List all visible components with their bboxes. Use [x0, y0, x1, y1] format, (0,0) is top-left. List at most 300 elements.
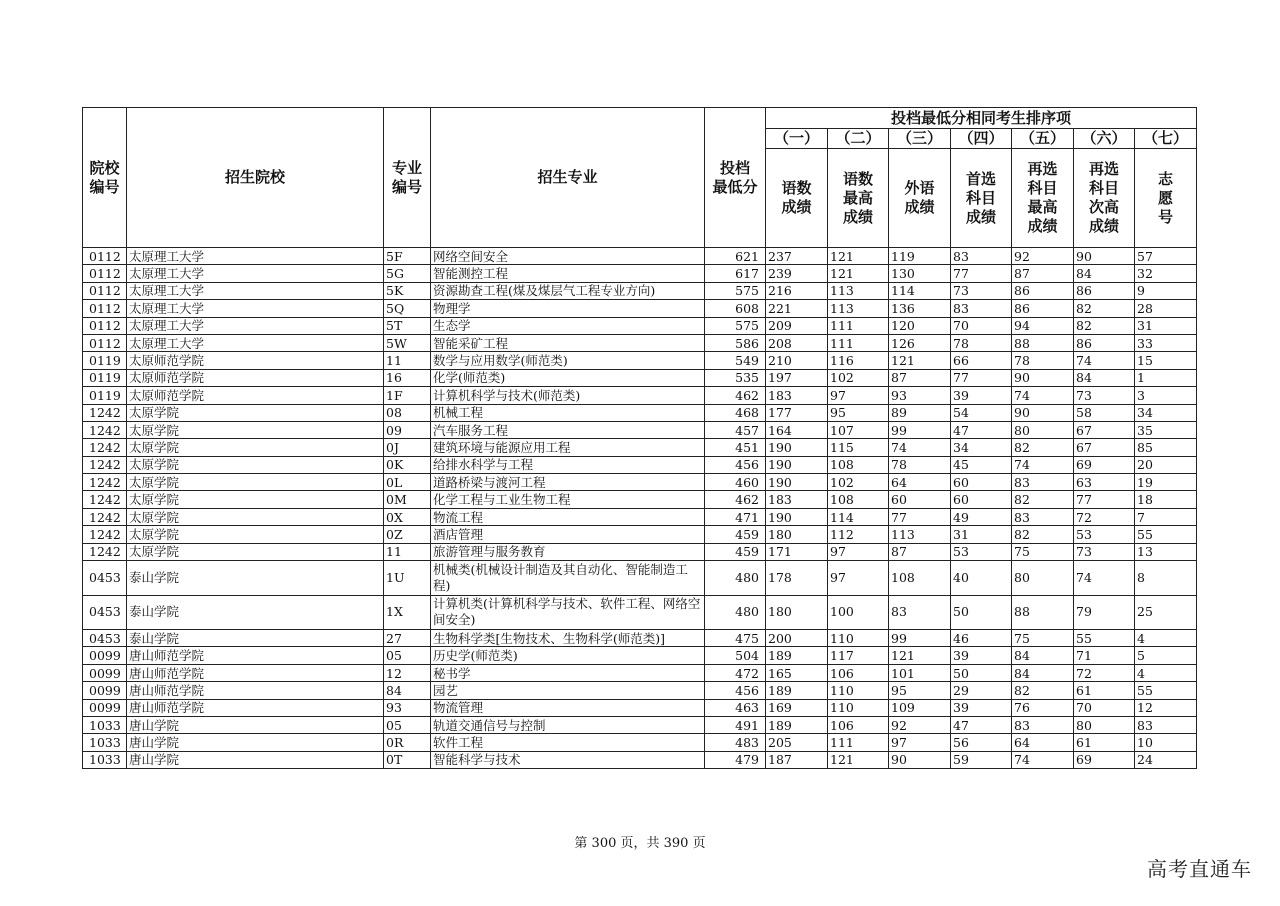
- cell-major-name: 计算机科学与技术(师范类): [431, 387, 705, 404]
- cell-min-score: 472: [705, 664, 766, 681]
- cell-reselected-subject-highest-score: 80: [1012, 561, 1074, 596]
- cell-first-choice-subject-score: 31: [951, 526, 1012, 543]
- cell-college-name: 唐山师范学院: [127, 647, 384, 664]
- cell-first-choice-subject-score: 47: [951, 716, 1012, 733]
- cell-reselected-subject-second-score: 58: [1074, 404, 1135, 421]
- cell-min-score: 586: [705, 334, 766, 351]
- table-row: [83, 751, 1197, 768]
- cell-first-choice-subject-score: 56: [951, 734, 1012, 751]
- cell-chinese-math-max-score: 102: [828, 369, 889, 386]
- cell-chinese-math-score: 200: [766, 630, 828, 647]
- cell-min-score: 479: [705, 751, 766, 768]
- cell-major-code: 5W: [384, 334, 431, 351]
- header-tie-break-group: 投档最低分相同考生排序项: [766, 108, 1197, 129]
- cell-chinese-math-max-score: 95: [828, 404, 889, 421]
- cell-major-name: 智能科学与技术: [431, 751, 705, 768]
- cell-application-order-number: 18: [1135, 491, 1197, 508]
- cell-college-name: 太原学院: [127, 421, 384, 438]
- table-row: [83, 526, 1197, 543]
- cell-foreign-language-score: 136: [889, 300, 951, 317]
- cell-chinese-math-max-score: 107: [828, 421, 889, 438]
- table-row: [83, 543, 1197, 560]
- cell-min-score: 451: [705, 439, 766, 456]
- cell-college-code: 1033: [83, 734, 127, 751]
- table-row: [83, 595, 1197, 630]
- cell-chinese-math-score: 169: [766, 699, 828, 716]
- cell-college-name: 太原理工大学: [127, 317, 384, 334]
- table-row: [83, 716, 1197, 733]
- table-row: [83, 421, 1197, 438]
- header-sub-label: 语数 成绩: [766, 149, 828, 248]
- cell-major-code: 16: [384, 369, 431, 386]
- cell-major-code: 0X: [384, 508, 431, 525]
- cell-chinese-math-max-score: 115: [828, 439, 889, 456]
- cell-chinese-math-score: 171: [766, 543, 828, 560]
- cell-major-name: 机械工程: [431, 404, 705, 421]
- cell-min-score: 460: [705, 474, 766, 491]
- cell-chinese-math-score: 180: [766, 595, 828, 630]
- page-number: 第 300 页，共 390 页: [574, 836, 706, 851]
- cell-reselected-subject-second-score: 72: [1074, 508, 1135, 525]
- cell-major-name: 生态学: [431, 317, 705, 334]
- cell-first-choice-subject-score: 39: [951, 387, 1012, 404]
- cell-foreign-language-score: 92: [889, 716, 951, 733]
- cell-chinese-math-max-score: 117: [828, 647, 889, 664]
- cell-chinese-math-score: 208: [766, 334, 828, 351]
- cell-college-code: 0112: [83, 248, 127, 265]
- cell-major-name: 建筑环境与能源应用工程: [431, 439, 705, 456]
- header-sub-label: 再选 科目 最高 成绩: [1012, 149, 1074, 248]
- cell-college-name: 太原师范学院: [127, 352, 384, 369]
- header-sub-number: （二）: [828, 129, 889, 149]
- cell-application-order-number: 31: [1135, 317, 1197, 334]
- cell-min-score: 475: [705, 630, 766, 647]
- cell-reselected-subject-highest-score: 74: [1012, 387, 1074, 404]
- header-sub-label: 志 愿 号: [1135, 149, 1197, 248]
- cell-chinese-math-max-score: 108: [828, 456, 889, 473]
- cell-college-code: 1242: [83, 474, 127, 491]
- cell-college-code: 1242: [83, 404, 127, 421]
- cell-min-score: 462: [705, 387, 766, 404]
- cell-major-name: 计算机类(计算机科学与技术、软件工程、网络空间安全): [431, 595, 705, 630]
- cell-major-code: 5T: [384, 317, 431, 334]
- cell-chinese-math-max-score: 110: [828, 699, 889, 716]
- cell-reselected-subject-second-score: 61: [1074, 734, 1135, 751]
- cell-reselected-subject-highest-score: 90: [1012, 404, 1074, 421]
- table-row: [83, 664, 1197, 681]
- cell-college-name: 太原学院: [127, 526, 384, 543]
- cell-first-choice-subject-score: 54: [951, 404, 1012, 421]
- cell-chinese-math-max-score: 108: [828, 491, 889, 508]
- table-row: [83, 334, 1197, 351]
- cell-major-code: 05: [384, 647, 431, 664]
- cell-first-choice-subject-score: 77: [951, 265, 1012, 282]
- cell-reselected-subject-highest-score: 94: [1012, 317, 1074, 334]
- cell-application-order-number: 34: [1135, 404, 1197, 421]
- cell-foreign-language-score: 99: [889, 421, 951, 438]
- cell-chinese-math-score: 164: [766, 421, 828, 438]
- cell-first-choice-subject-score: 29: [951, 682, 1012, 699]
- cell-foreign-language-score: 113: [889, 526, 951, 543]
- table-row: [83, 265, 1197, 282]
- cell-application-order-number: 33: [1135, 334, 1197, 351]
- cell-reselected-subject-second-score: 69: [1074, 751, 1135, 768]
- cell-application-order-number: 57: [1135, 248, 1197, 265]
- cell-foreign-language-score: 60: [889, 491, 951, 508]
- cell-reselected-subject-second-score: 55: [1074, 630, 1135, 647]
- cell-college-name: 唐山学院: [127, 751, 384, 768]
- cell-college-code: 0099: [83, 699, 127, 716]
- cell-major-code: 0L: [384, 474, 431, 491]
- header-college-code: 院校 编号: [83, 108, 127, 248]
- cell-first-choice-subject-score: 45: [951, 456, 1012, 473]
- table-row: [83, 317, 1197, 334]
- header-sub-number: （六）: [1074, 129, 1135, 149]
- cell-major-code: 11: [384, 543, 431, 560]
- cell-application-order-number: 8: [1135, 561, 1197, 596]
- header-min-score: 投档 最低分: [705, 108, 766, 248]
- header-sub-label: 首选 科目 成绩: [951, 149, 1012, 248]
- cell-chinese-math-max-score: 121: [828, 751, 889, 768]
- cell-application-order-number: 32: [1135, 265, 1197, 282]
- cell-first-choice-subject-score: 50: [951, 595, 1012, 630]
- cell-major-code: 0K: [384, 456, 431, 473]
- cell-application-order-number: 10: [1135, 734, 1197, 751]
- cell-major-name: 智能采矿工程: [431, 334, 705, 351]
- cell-chinese-math-score: 189: [766, 716, 828, 733]
- cell-college-name: 唐山师范学院: [127, 682, 384, 699]
- cell-chinese-math-max-score: 110: [828, 682, 889, 699]
- cell-application-order-number: 25: [1135, 595, 1197, 630]
- cell-college-name: 太原理工大学: [127, 300, 384, 317]
- cell-major-name: 秘书学: [431, 664, 705, 681]
- cell-reselected-subject-second-score: 74: [1074, 561, 1135, 596]
- cell-min-score: 468: [705, 404, 766, 421]
- cell-foreign-language-score: 95: [889, 682, 951, 699]
- cell-chinese-math-max-score: 97: [828, 561, 889, 596]
- cell-first-choice-subject-score: 59: [951, 751, 1012, 768]
- cell-chinese-math-score: 190: [766, 456, 828, 473]
- cell-reselected-subject-highest-score: 84: [1012, 664, 1074, 681]
- cell-reselected-subject-highest-score: 74: [1012, 456, 1074, 473]
- cell-chinese-math-max-score: 112: [828, 526, 889, 543]
- cell-reselected-subject-second-score: 77: [1074, 491, 1135, 508]
- cell-foreign-language-score: 119: [889, 248, 951, 265]
- cell-major-name: 生物科学类[生物技术、生物科学(师范类)]: [431, 630, 705, 647]
- cell-foreign-language-score: 108: [889, 561, 951, 596]
- cell-chinese-math-score: 187: [766, 751, 828, 768]
- cell-min-score: 462: [705, 491, 766, 508]
- cell-chinese-math-score: 239: [766, 265, 828, 282]
- cell-first-choice-subject-score: 53: [951, 543, 1012, 560]
- cell-reselected-subject-second-score: 74: [1074, 352, 1135, 369]
- cell-min-score: 456: [705, 456, 766, 473]
- cell-reselected-subject-second-score: 71: [1074, 647, 1135, 664]
- cell-chinese-math-score: 190: [766, 474, 828, 491]
- cell-reselected-subject-highest-score: 76: [1012, 699, 1074, 716]
- cell-reselected-subject-second-score: 72: [1074, 664, 1135, 681]
- cell-college-name: 太原理工大学: [127, 282, 384, 299]
- cell-major-name: 给排水科学与工程: [431, 456, 705, 473]
- cell-min-score: 459: [705, 543, 766, 560]
- cell-application-order-number: 35: [1135, 421, 1197, 438]
- table-row: [83, 439, 1197, 456]
- cell-major-code: 1X: [384, 595, 431, 630]
- cell-reselected-subject-highest-score: 92: [1012, 248, 1074, 265]
- cell-application-order-number: 4: [1135, 664, 1197, 681]
- cell-reselected-subject-highest-score: 64: [1012, 734, 1074, 751]
- cell-college-code: 1242: [83, 421, 127, 438]
- cell-chinese-math-score: 237: [766, 248, 828, 265]
- cell-chinese-math-max-score: 106: [828, 664, 889, 681]
- cell-min-score: 463: [705, 699, 766, 716]
- cell-min-score: 483: [705, 734, 766, 751]
- cell-college-code: 0112: [83, 317, 127, 334]
- cell-college-name: 唐山学院: [127, 734, 384, 751]
- cell-chinese-math-max-score: 102: [828, 474, 889, 491]
- cell-min-score: 575: [705, 317, 766, 334]
- cell-college-code: 0112: [83, 300, 127, 317]
- cell-college-name: 太原师范学院: [127, 369, 384, 386]
- cell-first-choice-subject-score: 78: [951, 334, 1012, 351]
- header-major-name: 招生专业: [431, 108, 705, 248]
- table-row: [83, 734, 1197, 751]
- cell-college-name: 太原学院: [127, 543, 384, 560]
- cell-college-code: 1033: [83, 751, 127, 768]
- cell-college-name: 唐山学院: [127, 716, 384, 733]
- cell-reselected-subject-highest-score: 82: [1012, 491, 1074, 508]
- table-header: [83, 108, 1197, 248]
- cell-foreign-language-score: 90: [889, 751, 951, 768]
- table-row: [83, 404, 1197, 421]
- table-row: [83, 699, 1197, 716]
- cell-chinese-math-max-score: 113: [828, 300, 889, 317]
- cell-college-code: 0453: [83, 595, 127, 630]
- cell-chinese-math-score: 216: [766, 282, 828, 299]
- cell-foreign-language-score: 121: [889, 352, 951, 369]
- cell-first-choice-subject-score: 49: [951, 508, 1012, 525]
- header-major-code: 专业 编号: [384, 108, 431, 248]
- cell-foreign-language-score: 87: [889, 369, 951, 386]
- cell-foreign-language-score: 126: [889, 334, 951, 351]
- cell-major-name: 软件工程: [431, 734, 705, 751]
- cell-application-order-number: 55: [1135, 526, 1197, 543]
- table-row: [83, 456, 1197, 473]
- cell-college-name: 泰山学院: [127, 561, 384, 596]
- cell-reselected-subject-second-score: 84: [1074, 369, 1135, 386]
- cell-foreign-language-score: 83: [889, 595, 951, 630]
- cell-college-code: 1242: [83, 456, 127, 473]
- cell-foreign-language-score: 74: [889, 439, 951, 456]
- cell-min-score: 456: [705, 682, 766, 699]
- cell-major-code: 5F: [384, 248, 431, 265]
- cell-reselected-subject-highest-score: 88: [1012, 334, 1074, 351]
- cell-foreign-language-score: 130: [889, 265, 951, 282]
- cell-chinese-math-score: 190: [766, 439, 828, 456]
- cell-min-score: 480: [705, 595, 766, 630]
- cell-reselected-subject-highest-score: 83: [1012, 474, 1074, 491]
- cell-major-code: 5G: [384, 265, 431, 282]
- cell-major-code: 5Q: [384, 300, 431, 317]
- cell-first-choice-subject-score: 66: [951, 352, 1012, 369]
- cell-chinese-math-score: 210: [766, 352, 828, 369]
- cell-foreign-language-score: 64: [889, 474, 951, 491]
- cell-first-choice-subject-score: 77: [951, 369, 1012, 386]
- cell-college-name: 太原学院: [127, 456, 384, 473]
- cell-min-score: 491: [705, 716, 766, 733]
- cell-foreign-language-score: 89: [889, 404, 951, 421]
- cell-chinese-math-max-score: 116: [828, 352, 889, 369]
- cell-reselected-subject-second-score: 67: [1074, 439, 1135, 456]
- cell-reselected-subject-second-score: 67: [1074, 421, 1135, 438]
- cell-reselected-subject-highest-score: 87: [1012, 265, 1074, 282]
- cell-chinese-math-max-score: 111: [828, 734, 889, 751]
- cell-reselected-subject-highest-score: 78: [1012, 352, 1074, 369]
- cell-foreign-language-score: 120: [889, 317, 951, 334]
- cell-chinese-math-score: 190: [766, 508, 828, 525]
- admission-score-table: [82, 107, 1197, 769]
- cell-min-score: 457: [705, 421, 766, 438]
- table-body: [83, 248, 1197, 769]
- cell-college-code: 0119: [83, 352, 127, 369]
- cell-chinese-math-score: 165: [766, 664, 828, 681]
- cell-college-name: 太原学院: [127, 491, 384, 508]
- cell-chinese-math-score: 189: [766, 647, 828, 664]
- cell-college-name: 泰山学院: [127, 595, 384, 630]
- cell-first-choice-subject-score: 34: [951, 439, 1012, 456]
- cell-college-code: 1242: [83, 526, 127, 543]
- cell-min-score: 471: [705, 508, 766, 525]
- cell-application-order-number: 85: [1135, 439, 1197, 456]
- cell-college-name: 唐山师范学院: [127, 699, 384, 716]
- cell-major-name: 旅游管理与服务教育: [431, 543, 705, 560]
- cell-min-score: 480: [705, 561, 766, 596]
- cell-chinese-math-score: 205: [766, 734, 828, 751]
- cell-application-order-number: 5: [1135, 647, 1197, 664]
- cell-foreign-language-score: 87: [889, 543, 951, 560]
- header-sub-number: （三）: [889, 129, 951, 149]
- cell-college-code: 0119: [83, 369, 127, 386]
- cell-college-code: 1242: [83, 491, 127, 508]
- table-row: [83, 369, 1197, 386]
- header-sub-label: 语数 最高 成绩: [828, 149, 889, 248]
- cell-first-choice-subject-score: 40: [951, 561, 1012, 596]
- cell-application-order-number: 15: [1135, 352, 1197, 369]
- cell-college-code: 0099: [83, 664, 127, 681]
- cell-application-order-number: 28: [1135, 300, 1197, 317]
- cell-college-code: 1033: [83, 716, 127, 733]
- cell-major-name: 历史学(师范类): [431, 647, 705, 664]
- cell-reselected-subject-second-score: 63: [1074, 474, 1135, 491]
- cell-reselected-subject-highest-score: 86: [1012, 300, 1074, 317]
- table-row: [83, 647, 1197, 664]
- cell-major-code: 0R: [384, 734, 431, 751]
- cell-first-choice-subject-score: 73: [951, 282, 1012, 299]
- cell-chinese-math-max-score: 97: [828, 543, 889, 560]
- table-row: [83, 387, 1197, 404]
- cell-college-name: 泰山学院: [127, 630, 384, 647]
- cell-first-choice-subject-score: 60: [951, 474, 1012, 491]
- cell-reselected-subject-highest-score: 86: [1012, 282, 1074, 299]
- cell-chinese-math-max-score: 111: [828, 317, 889, 334]
- table-row: [83, 282, 1197, 299]
- cell-chinese-math-score: 177: [766, 404, 828, 421]
- cell-reselected-subject-second-score: 79: [1074, 595, 1135, 630]
- cell-reselected-subject-highest-score: 82: [1012, 439, 1074, 456]
- cell-foreign-language-score: 114: [889, 282, 951, 299]
- cell-college-name: 太原理工大学: [127, 248, 384, 265]
- cell-reselected-subject-second-score: 90: [1074, 248, 1135, 265]
- watermark-logo-text: 高考直通车: [1147, 857, 1252, 881]
- header-sub-number: （七）: [1135, 129, 1197, 149]
- cell-reselected-subject-second-score: 86: [1074, 282, 1135, 299]
- cell-chinese-math-max-score: 97: [828, 387, 889, 404]
- table-row: [83, 508, 1197, 525]
- cell-application-order-number: 7: [1135, 508, 1197, 525]
- cell-application-order-number: 4: [1135, 630, 1197, 647]
- cell-reselected-subject-second-score: 73: [1074, 543, 1135, 560]
- cell-foreign-language-score: 78: [889, 456, 951, 473]
- cell-chinese-math-score: 183: [766, 387, 828, 404]
- header-sub-number: （五）: [1012, 129, 1074, 149]
- cell-college-code: 0112: [83, 265, 127, 282]
- cell-major-name: 轨道交通信号与控制: [431, 716, 705, 733]
- cell-reselected-subject-highest-score: 83: [1012, 716, 1074, 733]
- cell-first-choice-subject-score: 83: [951, 248, 1012, 265]
- cell-major-name: 化学(师范类): [431, 369, 705, 386]
- cell-major-name: 汽车服务工程: [431, 421, 705, 438]
- cell-reselected-subject-highest-score: 82: [1012, 682, 1074, 699]
- cell-foreign-language-score: 77: [889, 508, 951, 525]
- cell-reselected-subject-second-score: 73: [1074, 387, 1135, 404]
- cell-foreign-language-score: 97: [889, 734, 951, 751]
- cell-major-name: 化学工程与工业生物工程: [431, 491, 705, 508]
- cell-college-code: 1242: [83, 508, 127, 525]
- cell-major-code: 1U: [384, 561, 431, 596]
- cell-major-name: 酒店管理: [431, 526, 705, 543]
- cell-application-order-number: 3: [1135, 387, 1197, 404]
- cell-reselected-subject-second-score: 70: [1074, 699, 1135, 716]
- cell-first-choice-subject-score: 70: [951, 317, 1012, 334]
- cell-college-code: 1242: [83, 439, 127, 456]
- cell-college-name: 太原学院: [127, 404, 384, 421]
- cell-reselected-subject-highest-score: 82: [1012, 526, 1074, 543]
- cell-college-name: 太原理工大学: [127, 334, 384, 351]
- cell-reselected-subject-highest-score: 80: [1012, 421, 1074, 438]
- cell-foreign-language-score: 99: [889, 630, 951, 647]
- cell-major-code: 84: [384, 682, 431, 699]
- header-sub-number: （四）: [951, 129, 1012, 149]
- cell-chinese-math-max-score: 100: [828, 595, 889, 630]
- cell-reselected-subject-second-score: 86: [1074, 334, 1135, 351]
- cell-major-name: 物理学: [431, 300, 705, 317]
- cell-min-score: 504: [705, 647, 766, 664]
- cell-reselected-subject-highest-score: 74: [1012, 751, 1074, 768]
- cell-chinese-math-score: 221: [766, 300, 828, 317]
- header-sub-label: 再选 科目 次高 成绩: [1074, 149, 1135, 248]
- cell-college-code: 0112: [83, 282, 127, 299]
- cell-major-code: 08: [384, 404, 431, 421]
- cell-chinese-math-max-score: 113: [828, 282, 889, 299]
- cell-major-code: 27: [384, 630, 431, 647]
- cell-college-code: 0119: [83, 387, 127, 404]
- cell-first-choice-subject-score: 39: [951, 699, 1012, 716]
- cell-chinese-math-score: 189: [766, 682, 828, 699]
- cell-major-code: 93: [384, 699, 431, 716]
- cell-application-order-number: 83: [1135, 716, 1197, 733]
- cell-first-choice-subject-score: 60: [951, 491, 1012, 508]
- cell-major-name: 智能测控工程: [431, 265, 705, 282]
